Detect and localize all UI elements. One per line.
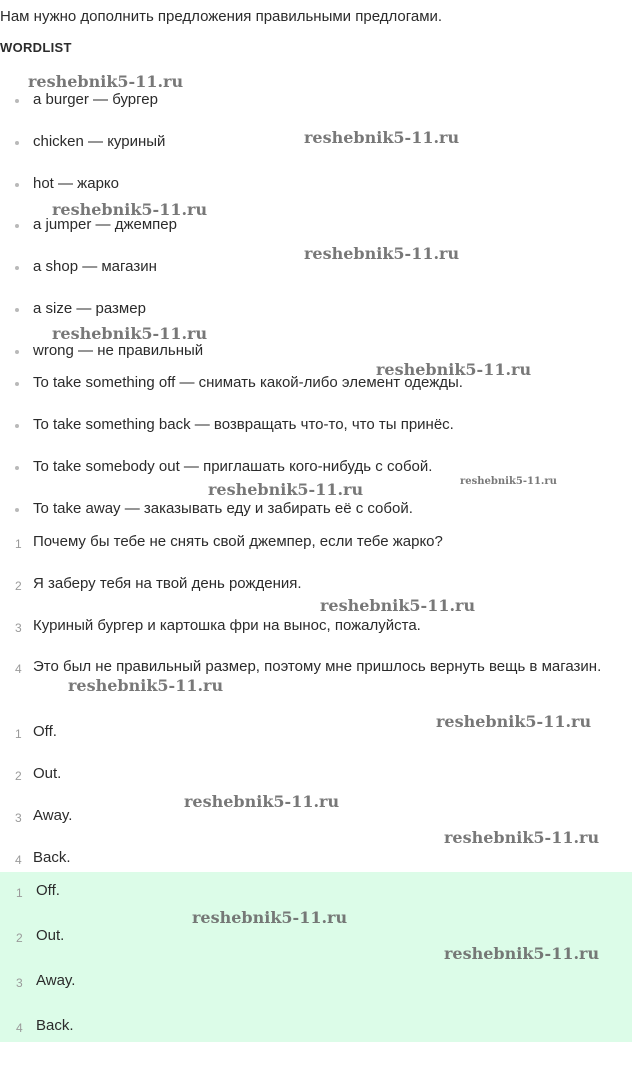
- wordlist-item-text: To take something off — снимать какой-либо элемент одежды.: [33, 374, 463, 391]
- watermark: reshebnik5-11.ru: [444, 944, 600, 963]
- bullet-icon: [15, 382, 19, 386]
- watermark: reshebnik5-11.ru: [376, 360, 532, 379]
- sentence-number: 3: [15, 621, 22, 635]
- answer-text: Back.: [33, 849, 71, 866]
- answer-number: 4: [16, 1021, 23, 1035]
- watermark: reshebnik5-11.ru: [304, 128, 460, 147]
- answer-text: Off.: [36, 882, 60, 899]
- wordlist-item-text: wrong — не правильный: [33, 342, 204, 359]
- sentence-text: Почему бы тебе не снять свой джемпер, если тебе жарко?: [33, 533, 443, 550]
- wordlist-item-text: chicken — куриный: [33, 133, 166, 150]
- answer-text: Away.: [33, 807, 73, 824]
- watermark: reshebnik5-11.ru: [192, 908, 348, 927]
- watermark: reshebnik5-11.ru: [52, 200, 208, 219]
- watermark: reshebnik5-11.ru: [184, 792, 340, 811]
- wordlist-heading: WORDLIST: [0, 40, 72, 55]
- sentence-text: Это был не правильный размер, поэтому мне пришлось вернуть вещь в магазин.: [33, 658, 602, 675]
- wordlist-item-text: To take something back — возвращать что-то, что ты принёс.: [33, 416, 454, 433]
- bullet-icon: [15, 141, 19, 145]
- sentence-text: Куриный бургер и картошка фри на вынос, пожалуйста.: [33, 617, 421, 634]
- answer-text: Back.: [36, 1017, 74, 1034]
- bullet-icon: [15, 350, 19, 354]
- bullet-icon: [15, 266, 19, 270]
- answer-text: Out.: [33, 765, 62, 782]
- watermark: reshebnik5-11.ru: [320, 596, 476, 615]
- sentence-number: 2: [15, 579, 22, 593]
- sentence-number: 4: [15, 662, 22, 676]
- watermark: reshebnik5-11.ru: [460, 476, 557, 487]
- intro-text: Нам нужно дополнить предложения правильными предлогами.: [0, 8, 443, 25]
- answer-number: 2: [16, 931, 23, 945]
- bullet-icon: [15, 183, 19, 187]
- answer-number: 3: [15, 811, 22, 825]
- answer-number: 1: [16, 886, 23, 900]
- bullet-icon: [15, 424, 19, 428]
- answer-number: 1: [15, 727, 22, 741]
- bullet-icon: [15, 224, 19, 228]
- watermark: reshebnik5-11.ru: [304, 244, 460, 263]
- wordlist-item-text: To take somebody out — приглашать кого-нибудь с собой.: [33, 458, 433, 475]
- answer-text: Away.: [36, 972, 76, 989]
- wordlist-item-text: a jumper — джемпер: [33, 216, 177, 233]
- watermark: reshebnik5-11.ru: [52, 324, 208, 343]
- answer-number: 4: [15, 853, 22, 867]
- watermark: reshebnik5-11.ru: [208, 480, 364, 499]
- bullet-icon: [15, 466, 19, 470]
- sentence-text: Я заберу тебя на твой день рождения.: [33, 575, 302, 592]
- answer-number: 2: [15, 769, 22, 783]
- wordlist-item-text: a size — размер: [33, 300, 146, 317]
- bullet-icon: [15, 99, 19, 103]
- wordlist-item-text: a burger — бургер: [33, 91, 158, 108]
- answer-number: 3: [16, 976, 23, 990]
- bullet-icon: [15, 508, 19, 512]
- sentence-number: 1: [15, 537, 22, 551]
- bullet-icon: [15, 308, 19, 312]
- wordlist-item-text: hot — жарко: [33, 175, 119, 192]
- wordlist-item-text: a shop — магазин: [33, 258, 157, 275]
- watermark: reshebnik5-11.ru: [28, 72, 184, 91]
- watermark: reshebnik5-11.ru: [68, 676, 224, 695]
- wordlist-item-text: To take away — заказывать еду и забирать её с собой.: [33, 500, 413, 517]
- answer-text: Off.: [33, 723, 57, 740]
- watermark: reshebnik5-11.ru: [436, 712, 592, 731]
- watermark: reshebnik5-11.ru: [444, 828, 600, 847]
- answer-text: Out.: [36, 927, 65, 944]
